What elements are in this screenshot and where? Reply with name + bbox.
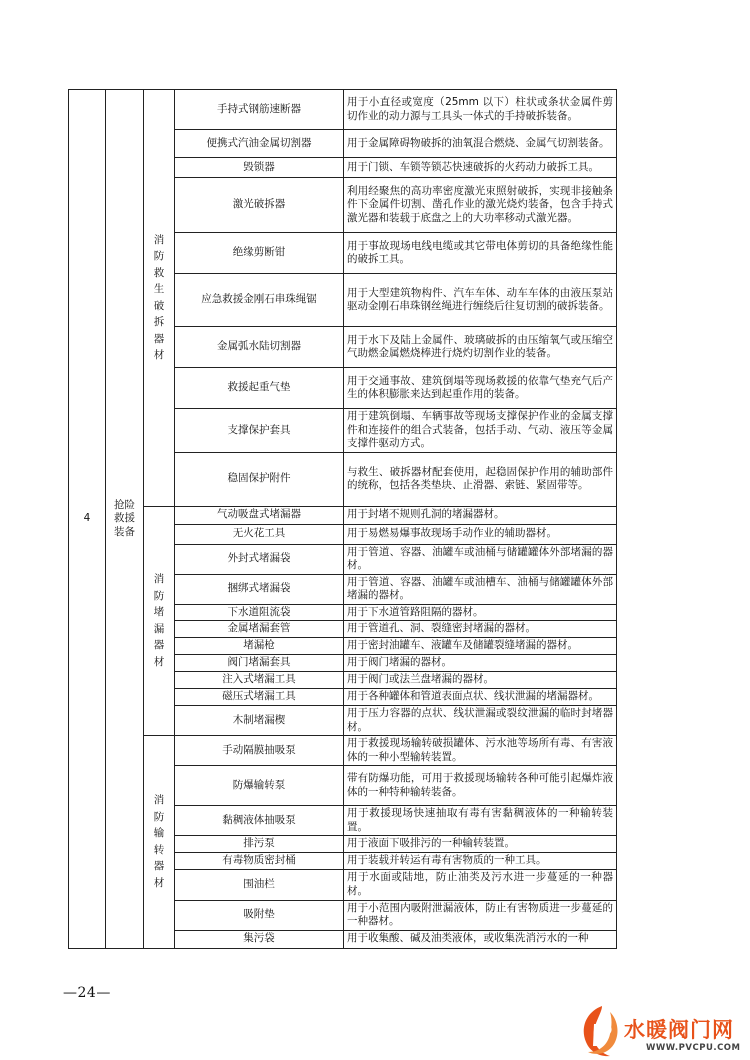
page-number: —24— bbox=[63, 985, 111, 1001]
equipment-name: 外封式堵漏袋 bbox=[175, 544, 344, 574]
equipment-description: 用于装载并转运有毒有害物质的一种工具。 bbox=[344, 853, 617, 870]
equipment-name: 气动吸盘式堵漏器 bbox=[175, 506, 344, 524]
equipment-name: 注入式堵漏工具 bbox=[175, 672, 344, 689]
watermark-url: WWW.PVCPU.COM bbox=[646, 1043, 741, 1053]
equipment-name: 手持式钢筋速断器 bbox=[175, 90, 344, 130]
equipment-name: 便携式汽油金属切割器 bbox=[175, 130, 344, 158]
subcategory-label: 消防输转器材 bbox=[153, 794, 165, 889]
equipment-name: 稳固保护附件 bbox=[175, 452, 344, 506]
equipment-name: 无火花工具 bbox=[175, 524, 344, 544]
equipment-name: 木制堵漏楔 bbox=[175, 706, 344, 736]
equipment-description: 与救生、破拆器材配套使用，起稳固保护作用的辅助部件的统称，包括各类垫块、止滑器、索链、紧固带等。 bbox=[344, 452, 617, 506]
equipment-description: 用于水面或陆地，防止油类及污水进一步蔓延的一种器材。 bbox=[344, 869, 617, 900]
equipment-name: 排污泵 bbox=[175, 836, 344, 853]
table-row bbox=[69, 736, 617, 766]
subcategory-label: 消防救生破拆器材 bbox=[153, 233, 165, 362]
equipment-description: 用于封堵不规则孔洞的堵漏器材。 bbox=[344, 506, 617, 524]
subcategory-cell bbox=[144, 90, 175, 507]
equipment-description: 用于小直径或宽度（25mm 以下）柱状或条状金属件剪切作业的动力源与工具头一体式的手持破拆装备。 bbox=[344, 90, 617, 130]
equipment-name: 有毒物质密封桶 bbox=[175, 853, 344, 870]
equipment-name: 毁锁器 bbox=[175, 158, 344, 178]
equipment-description: 用于小范围内吸附泄漏液体，防止有害物质进一步蔓延的一种器材。 bbox=[344, 900, 617, 930]
equipment-name: 救援起重气垫 bbox=[175, 368, 344, 409]
equipment-description: 用于建筑倒塌、车辆事故等现场支撑保护作业的金属支撑件和连接件的组合式装备，包括手动、气动、液压等金属支撑件驱动方式。 bbox=[344, 409, 617, 453]
equipment-description: 用于收集酸、碱及油类液体，或收集洗消污水的一种 bbox=[344, 930, 617, 948]
equipment-description: 用于救援现场快速抽取有毒有害黏稠液体的一种输转装置。 bbox=[344, 806, 617, 836]
equipment-description: 用于管道、容器、油罐车或油桶与储罐罐体外部堵漏的器材。 bbox=[344, 544, 617, 574]
subcategory-cell bbox=[144, 736, 175, 949]
table-row bbox=[69, 506, 617, 524]
equipment-description: 用于救援现场输转破损罐体、污水池等场所有毒、有害液体的一种小型输转装置。 bbox=[344, 736, 617, 766]
subcategory-cell bbox=[144, 506, 175, 736]
equipment-name: 磁压式堵漏工具 bbox=[175, 689, 344, 706]
watermark bbox=[572, 1002, 750, 1060]
equipment-name: 金属堵漏套管 bbox=[175, 621, 344, 638]
category-cell bbox=[106, 90, 144, 949]
watermark-text: 水暖阀门网 bbox=[624, 1018, 734, 1042]
equipment-name: 捆绑式堵漏袋 bbox=[175, 574, 344, 604]
table-row bbox=[69, 90, 617, 130]
equipment-name: 吸附垫 bbox=[175, 900, 344, 930]
category-label: 抢险救援装备 bbox=[114, 498, 135, 538]
equipment-description: 用于管道孔、洞、裂缝密封堵漏的器材。 bbox=[344, 621, 617, 638]
watermark-logo-icon bbox=[572, 1002, 628, 1060]
equipment-name: 下水道阻流袋 bbox=[175, 604, 344, 621]
equipment-name: 手动隔膜抽吸泵 bbox=[175, 736, 344, 766]
equipment-description: 用于水下及陆上金属件、玻璃破拆的由压缩氧气或压缩空气助燃金属燃烧棒进行烧灼切割作业的装备。 bbox=[344, 327, 617, 368]
equipment-description: 用于液面下吸排污的一种输转装置。 bbox=[344, 836, 617, 853]
equipment-description: 用于易燃易爆事故现场手动作业的辅助器材。 bbox=[344, 524, 617, 544]
equipment-name: 防爆输转泵 bbox=[175, 766, 344, 806]
equipment-name: 激光破拆器 bbox=[175, 178, 344, 233]
equipment-name: 绝缘剪断钳 bbox=[175, 233, 344, 274]
equipment-description: 用于密封油罐车、液罐车及储罐裂缝堵漏的器材。 bbox=[344, 638, 617, 655]
equipment-name: 黏稠液体抽吸泵 bbox=[175, 806, 344, 836]
equipment-table bbox=[68, 89, 617, 949]
equipment-description: 用于阀门堵漏的器材。 bbox=[344, 655, 617, 672]
equipment-description: 用于交通事故、建筑倒塌等现场救援的依靠气垫充气后产生的体积膨胀来达到起重作用的装备。 bbox=[344, 368, 617, 409]
equipment-description: 用于门锁、车锁等锁芯快速破拆的火药动力破拆工具。 bbox=[344, 158, 617, 178]
equipment-description: 用于大型建筑物构件、汽车车体、动车车体的由液压泵站驱动金刚石串珠钢丝绳进行缠绕后往复切割的破拆装备。 bbox=[344, 274, 617, 327]
equipment-description: 用于下水道管路阻隔的器材。 bbox=[344, 604, 617, 621]
equipment-name: 围油栏 bbox=[175, 869, 344, 900]
equipment-table-body bbox=[69, 90, 617, 949]
equipment-description: 带有防爆功能，可用于救援现场输转各种可能引起爆炸液体的一种特种输转装备。 bbox=[344, 766, 617, 806]
equipment-name: 阀门堵漏套具 bbox=[175, 655, 344, 672]
equipment-name: 支撑保护套具 bbox=[175, 409, 344, 453]
equipment-name: 堵漏枪 bbox=[175, 638, 344, 655]
equipment-description: 用于管道、容器、油罐车或油槽车、油桶与储罐罐体外部堵漏的器材。 bbox=[344, 574, 617, 604]
equipment-description: 用于各种罐体和管道表面点状、线状泄漏的堵漏器材。 bbox=[344, 689, 617, 706]
equipment-description: 用于压力容器的点状、线状泄漏或裂纹泄漏的临时封堵器材。 bbox=[344, 706, 617, 736]
equipment-name: 应急救援金刚石串珠绳锯 bbox=[175, 274, 344, 327]
equipment-description: 用于阀门或法兰盘堵漏的器材。 bbox=[344, 672, 617, 689]
equipment-name: 金属弧水陆切割器 bbox=[175, 327, 344, 368]
equipment-description: 用于金属障碍物破拆的油氧混合燃烧、金属气切割装备。 bbox=[344, 130, 617, 158]
equipment-name: 集污袋 bbox=[175, 930, 344, 948]
subcategory-label: 消防堵漏器材 bbox=[153, 573, 165, 668]
equipment-description: 用于事故现场电线电缆或其它带电体剪切的具备绝缘性能的破拆工具。 bbox=[344, 233, 617, 274]
equipment-description: 利用经聚焦的高功率密度激光束照射破拆，实现非接触条件下金属件切割、凿孔作业的激光烧灼装备，包含手持式激光器和装载于底盘之上的大功率移动式激光器。 bbox=[344, 178, 617, 233]
item-number: 4 bbox=[69, 90, 106, 949]
